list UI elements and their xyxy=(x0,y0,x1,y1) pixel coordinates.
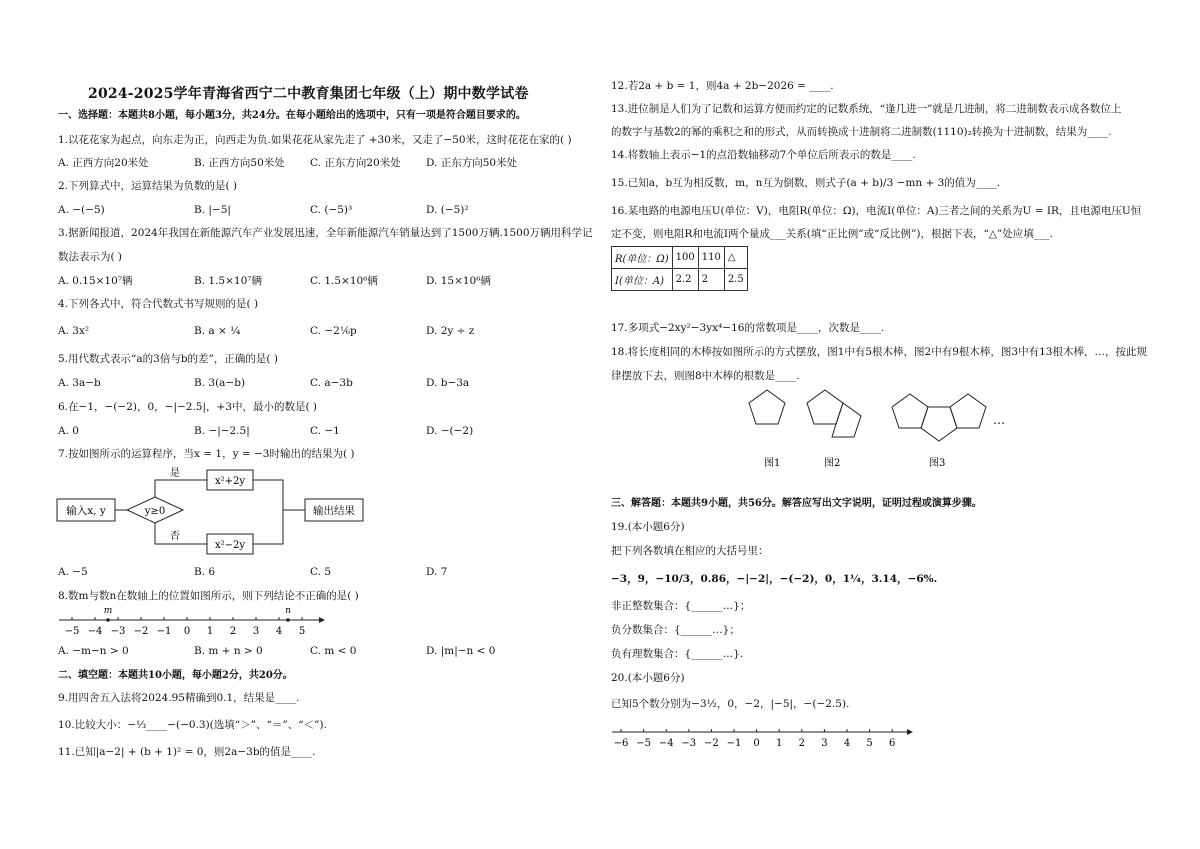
option-b: B. m + n > 0 xyxy=(194,645,263,657)
flow-no-label: 否 xyxy=(170,531,180,542)
flow-top-label: x²+2y xyxy=(214,476,246,487)
flow-input-label: 输入x, y xyxy=(66,505,106,517)
question-8: 8.数m与数n在数轴上的位置如图所示，则下列结论不正确的是( ) xyxy=(58,590,359,602)
table-cell: 2 xyxy=(698,269,724,291)
option-a: A. 0.15×10⁷辆 xyxy=(58,275,133,287)
axis-tick-label: 1 xyxy=(776,738,783,749)
question-20: 20.(本小题6分) xyxy=(611,672,685,684)
question-19-instruction: 把下列各数填在相应的大括号里： xyxy=(611,545,769,557)
option-c: C. 5 xyxy=(310,566,332,578)
table-cell: 2.5 xyxy=(724,269,747,291)
axis-tick-label: 5 xyxy=(298,626,306,637)
option-a: A. 3x² xyxy=(58,325,90,337)
table-cell: 100 xyxy=(672,247,698,269)
option-a: A. −(−5) xyxy=(58,204,105,216)
question-19-numbers: −3，9，−10/3，0.86，−|−2|，−(−2)，0，1¼，3.14，−6%. xyxy=(611,573,938,585)
figure-2-label: 图2 xyxy=(824,458,841,469)
ellipsis: … xyxy=(993,413,1005,427)
point-m xyxy=(106,618,110,622)
option-d: D. 2y ÷ z xyxy=(426,325,475,337)
question-3-line-1: 3.据新闻报道，2024年我国在新能源汽车产业发展迅速，全年新能源汽车销量达到了1500万辆.1500万辆用科学记 xyxy=(58,227,593,239)
table-cell: R(单位：Ω) xyxy=(612,247,673,269)
resistance-current-table xyxy=(611,246,748,291)
negative-rational-set: 负有理数集合：{______…}. xyxy=(611,648,744,660)
question-13-line-1: 13.进位制是人们为了记数和运算方便而约定的记数系统，“逢几进一”就是几进制，将二进制数表示成各数位上 xyxy=(611,103,1122,115)
question-9: 9.用四舍五入法将2024.95精确到0.1，结果是____. xyxy=(58,692,300,704)
pentagon-figure-3c xyxy=(950,394,986,428)
question-14: 14.将数轴上表示−1的点沿数轴移动7个单位后所表示的数是____. xyxy=(611,149,916,161)
flow-merge-line xyxy=(253,480,283,544)
axis-tick-label: −3 xyxy=(110,626,126,637)
question-5: 5.用代数式表示“a的3倍与b的差”，正确的是( ) xyxy=(58,353,278,365)
option-d: D. b−3a xyxy=(426,377,470,389)
section-2-heading: 二、填空题：本题共10小题，每小题2分，共20分。 xyxy=(58,670,293,681)
axis-tick-label: −2 xyxy=(133,626,149,637)
axis-tick-label: 3 xyxy=(821,738,828,749)
figure-1-label: 图1 xyxy=(764,458,781,469)
option-b: B. a × ¼ xyxy=(194,325,241,337)
flow-yes-line xyxy=(155,480,207,497)
option-c: C. (−5)³ xyxy=(310,204,353,216)
question-10: 10.比较大小：−⅓____−(−0.3)(选填“＞”、“＝”、“＜”). xyxy=(58,719,327,731)
option-c: C. 正东方向20米处 xyxy=(310,157,401,169)
flow-condition-label: y≥0 xyxy=(144,506,166,517)
question-16-line-1: 16.某电路的电源电压U(单位：V)，电阻R(单位：Ω)，电流I(单位：A)三者之间的关系为U = IR，且电源电压U恒 xyxy=(611,205,1142,217)
section-1-heading: 一、选择题：本题共8小题，每小题3分，共24分。在每小题给出的选项中，只有一项是符合题目要求的。 xyxy=(58,110,526,121)
question-20-statement: 已知5个数分别为−3½，0，−2，|−5|，−(−2.5). xyxy=(611,698,850,710)
axis-tick-label: −2 xyxy=(704,738,719,749)
axis-tick-label: −1 xyxy=(726,738,742,749)
option-b: B. −|−2.5| xyxy=(194,425,250,437)
option-d: D. 正东方向50米处 xyxy=(426,157,518,169)
option-d: D. 15×10⁶辆 xyxy=(426,275,491,287)
point-n xyxy=(286,618,290,622)
axis-tick-label: −4 xyxy=(658,738,674,749)
axis-tick-label: 0 xyxy=(183,626,191,637)
point-n-label: n xyxy=(285,606,291,616)
axis-tick-label: 3 xyxy=(252,626,260,637)
axis-tick-label: −1 xyxy=(156,626,172,637)
table-cell: △ xyxy=(724,247,747,269)
question-1: 1.以花花家为起点，向东走为正，向西走为负.如果花花从家先走了 +30米，又走了−50米，这时花花在家的( ) xyxy=(58,134,572,146)
flow-no-line xyxy=(155,523,207,544)
option-a: A. 0 xyxy=(58,425,79,437)
option-d: D. −(−2) xyxy=(426,425,474,437)
axis-tick-label: 0 xyxy=(753,738,760,749)
question-18-line-1: 18.将长度相同的木棒按如图所示的方式摆放，图1中有5根木棒，图2中有9根木棒，图3中有13根木棒，…，按此规 xyxy=(611,346,1147,358)
question-19: 19.(本小题6分) xyxy=(611,521,685,533)
point-m-label: m xyxy=(103,606,113,616)
option-b: B. 正西方向50米处 xyxy=(194,157,285,169)
axis-tick-label: 5 xyxy=(866,738,873,749)
question-6: 6.在−1，−(−2)，0，−|−2.5|，+3中，最小的数是( ) xyxy=(58,401,318,413)
question-12: 12.若2a + b = 1，则4a + 2b−2026 = ____. xyxy=(611,80,834,92)
axis-tick-label: −5 xyxy=(636,738,651,749)
axis-tick-label: 1 xyxy=(206,626,214,637)
question-16-line-2: 定不变，则电阻R和电流I两个量成___关系(填“正比例”或“反比例”)，根据下表，“△”处应填___. xyxy=(611,228,1053,240)
question-13-line-2: 的数字与基数2的幂的乘积之和的形式，从而转换成十进制将二进制数(1110)₂转换为十进制数，结果为____. xyxy=(611,126,1112,138)
question-3-line-2: 数法表示为( ) xyxy=(58,251,123,263)
option-b: B. 6 xyxy=(194,566,216,578)
option-a: A. −5 xyxy=(58,566,88,578)
table-cell: 2.2 xyxy=(672,269,698,291)
question-18-line-2: 律摆放下去，则图8中木棒的根数是____. xyxy=(611,370,800,382)
option-c: C. −2⅙p xyxy=(310,325,357,337)
figure-3-label: 图3 xyxy=(929,458,946,469)
axis-arrow xyxy=(319,617,325,623)
option-d: D. |m|−n < 0 xyxy=(426,645,496,657)
axis-tick-label: 4 xyxy=(275,626,283,637)
question-8-number-line xyxy=(55,604,325,640)
axis-tick-label: −6 xyxy=(613,738,629,749)
axis-tick-label: 6 xyxy=(889,738,896,749)
pentagon-figure-1 xyxy=(749,390,785,424)
question-20-number-line xyxy=(610,722,915,756)
question-4: 4.下列各式中，符合代数式书写规则的是( ) xyxy=(58,298,259,310)
flowchart-diagram xyxy=(55,463,375,559)
question-2: 2.下列算式中，运算结果为负数的是( ) xyxy=(58,180,238,192)
axis-tick-label: −5 xyxy=(64,626,80,637)
flow-output-label: 输出结果 xyxy=(313,505,355,517)
option-a: A. 正西方向20米处 xyxy=(58,157,149,169)
table-row xyxy=(612,269,748,291)
pentagon-pattern-figure xyxy=(740,388,1030,472)
option-c: C. 1.5×10⁶辆 xyxy=(310,275,378,287)
table-cell: I(单位：A) xyxy=(612,269,673,291)
option-a: A. 3a−b xyxy=(58,377,101,389)
flow-yes-label: 是 xyxy=(170,468,180,479)
axis-tick-label: 2 xyxy=(229,626,237,637)
table-row xyxy=(612,247,748,269)
table-cell: 110 xyxy=(698,247,724,269)
axis-arrow xyxy=(907,729,913,735)
axis-tick-label: −3 xyxy=(681,738,697,749)
option-b: B. |−5| xyxy=(194,204,231,216)
option-c: C. a−3b xyxy=(310,377,353,389)
option-d: D. 7 xyxy=(426,566,448,578)
pentagon-figure-2b xyxy=(832,403,861,437)
question-15: 15.已知a，b互为相反数，m，n互为倒数，则式子(a + b)/3 −mn + 3的值为____. xyxy=(611,177,1001,189)
section-3-heading: 三、解答题：本题共9小题，共56分。解答应写出文字说明，证明过程或演算步骤。 xyxy=(611,498,982,509)
question-17: 17.多项式−2xy²−3yx⁴−16的常数项是____，次数是____. xyxy=(611,322,885,334)
page-title: 2024-2025学年青海省西宁二中教育集团七年级（上）期中数学试卷 xyxy=(88,86,529,102)
non-positive-integer-set: 非正整数集合：{______…}； xyxy=(611,600,751,612)
option-b: B. 1.5×10⁷辆 xyxy=(194,275,262,287)
option-c: C. −1 xyxy=(310,425,340,437)
flow-bottom-label: x²−2y xyxy=(214,540,246,551)
question-11: 11.已知|a−2| + (b + 1)² = 0，则2a−3b的值是____. xyxy=(58,746,316,758)
axis-tick-label: 2 xyxy=(798,738,805,749)
negative-fraction-set: 负分数集合：{______…}； xyxy=(611,624,740,636)
option-a: A. −m−n > 0 xyxy=(58,645,129,657)
option-d: D. (−5)² xyxy=(426,204,469,216)
option-c: C. m < 0 xyxy=(310,645,357,657)
axis-tick-label: −4 xyxy=(87,626,103,637)
option-b: B. 3(a−b) xyxy=(194,377,246,389)
axis-tick-label: 4 xyxy=(843,738,851,749)
question-7: 7.按如图所示的运算程序，当x = 1，y = −3时输出的结果为( ) xyxy=(58,448,355,460)
